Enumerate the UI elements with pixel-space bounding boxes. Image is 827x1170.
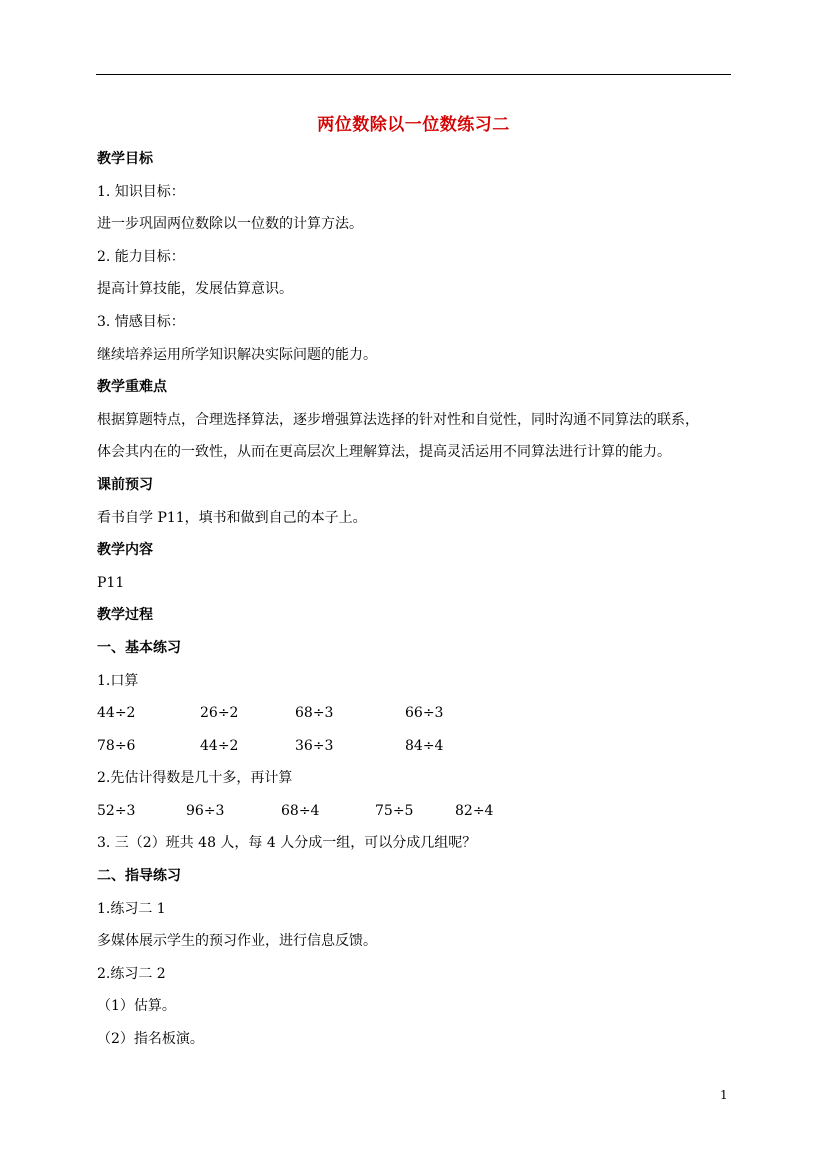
estimate-item: 96÷3 — [186, 802, 225, 819]
part2-heading: 二、指导练习 — [97, 868, 181, 885]
content-text: P11 — [97, 574, 125, 591]
estimate-row — [97, 800, 737, 833]
oral-item: 26÷2 — [200, 705, 239, 722]
oral-item: 66÷3 — [405, 705, 444, 722]
preview-heading: 课前预习 — [97, 476, 153, 493]
estimate-item: 68÷4 — [281, 802, 320, 819]
preview-text: 看书自学 P11，填书和做到自己的本子上。 — [97, 509, 367, 526]
oral-label: 1.口算 — [97, 672, 139, 689]
goal1-label: 1. 知识目标： — [97, 183, 185, 200]
oral-item: 36÷3 — [295, 737, 334, 754]
exercise-1-label: 1.练习二 1 — [97, 900, 166, 917]
key-text-2: 体会其内在的一致性，从而在更高层次上理解算法，提高灵活运用不同算法进行计算的能力。 — [97, 444, 671, 461]
header-rule — [96, 74, 731, 75]
exercise-2-label: 2.练习二 2 — [97, 965, 166, 982]
oral-row-1 — [97, 702, 737, 735]
key-text-1: 根据算题特点，合理选择算法，逐步增强算法选择的针对性和自觉性，同时沟通不同算法的联系， — [97, 411, 699, 428]
oral-item: 44÷2 — [200, 737, 239, 754]
page-number: 1 — [720, 1088, 728, 1102]
exercise-1-text: 多媒体展示学生的预习作业，进行信息反馈。 — [97, 933, 377, 950]
document-title: 两位数除以一位数练习二 — [317, 115, 510, 135]
problem-3: 3. 三（2）班共 48 人，每 4 人分成一组，可以分成几组呢？ — [97, 835, 477, 852]
oral-item: 84÷4 — [405, 737, 444, 754]
oral-item: 78÷6 — [97, 737, 136, 754]
goal1-text: 进一步巩固两位数除以一位数的计算方法。 — [97, 216, 363, 233]
document-body — [97, 148, 737, 1061]
estimate-label: 2.先估计得数是几十多，再计算 — [97, 770, 293, 787]
oral-item: 44÷2 — [97, 705, 136, 722]
exercise-2-sub-2: （2）指名板演。 — [97, 1031, 204, 1048]
estimate-item: 52÷3 — [97, 802, 136, 819]
goal3-text: 继续培养运用所学知识解决实际问题的能力。 — [97, 346, 377, 363]
goal2-text: 提高计算技能，发展估算意识。 — [97, 281, 293, 298]
part1-heading: 一、基本练习 — [97, 639, 181, 656]
process-heading: 教学过程 — [97, 607, 153, 624]
estimate-item: 75÷5 — [375, 802, 414, 819]
oral-row-2 — [97, 735, 737, 768]
exercise-2-sub-1: （1）估算。 — [97, 998, 176, 1015]
oral-item: 68÷3 — [295, 705, 334, 722]
key-heading: 教学重难点 — [97, 379, 167, 396]
content-heading: 教学内容 — [97, 542, 153, 559]
goals-heading: 教学目标 — [97, 151, 153, 167]
estimate-item: 82÷4 — [455, 802, 494, 819]
goal2-label: 2. 能力目标： — [97, 248, 185, 265]
goal3-label: 3. 情感目标： — [97, 313, 185, 330]
